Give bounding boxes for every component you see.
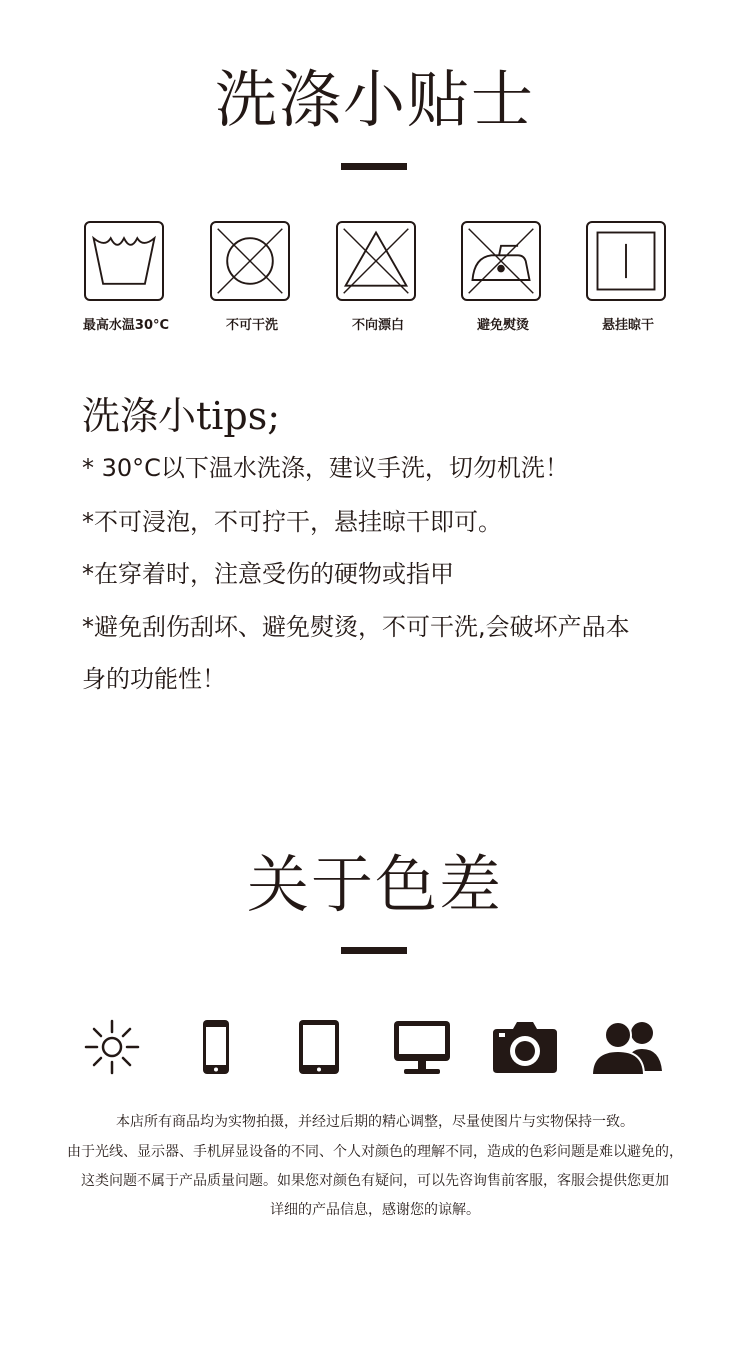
care-label-water-temp: 最高水温30°C [82, 318, 170, 333]
no-bleach-icon [336, 221, 416, 301]
tip-line: 身的功能性！ [82, 665, 226, 693]
sun-icon [72, 1017, 152, 1077]
care-label-no-iron: 避免熨烫 [476, 318, 529, 333]
color-diff-title-divider [341, 947, 407, 954]
no-iron-icon [461, 221, 541, 301]
washing-title-divider [341, 163, 407, 170]
tip-line: * 30°C以下温水洗涤，建议手洗，切勿机洗！ [82, 454, 569, 482]
washing-title: 洗涤小贴士 [214, 63, 535, 136]
phone-icon [176, 1017, 256, 1077]
note-line: 详细的产品信息，感谢您的谅解。 [270, 1202, 480, 1218]
tip-line: *在穿着时，注意受伤的硬物或指甲 [82, 560, 454, 588]
people-icon [588, 1017, 668, 1077]
note-line: 这类问题不属于产品质量问题。如果您对颜色有疑问，可以先咨询售前客服，客服会提供您更加 [81, 1173, 669, 1189]
care-label-no-bleach: 不向漂白 [351, 318, 404, 333]
note-line: 本店所有商品均为实物拍摄，并经过后期的精心调整，尽量使图片与实物保持一致。 [116, 1114, 634, 1130]
color-diff-title: 关于色差 [246, 848, 503, 921]
hang-dry-icon [586, 221, 666, 301]
care-label-hang-dry: 悬挂晾干 [601, 318, 654, 333]
tips-heading: 洗涤小tips; [82, 394, 281, 438]
monitor-icon [382, 1017, 462, 1077]
camera-icon [485, 1017, 565, 1077]
no-dry-clean-icon [210, 221, 290, 301]
tip-line: *避免刮伤刮坏、避免熨烫，不可干洗,会破坏产品本 [82, 613, 630, 641]
tablet-icon [279, 1017, 359, 1077]
note-line: 由于光线、显示器、手机屏显设备的不同、个人对颜色的理解不同，造成的色彩问题是难以避免的， [67, 1144, 683, 1160]
wash-30-icon [84, 221, 164, 301]
tip-line: *不可浸泡，不可拧干，悬挂晾干即可。 [82, 508, 502, 536]
care-label-no-dry-clean: 不可干洗 [225, 318, 278, 333]
